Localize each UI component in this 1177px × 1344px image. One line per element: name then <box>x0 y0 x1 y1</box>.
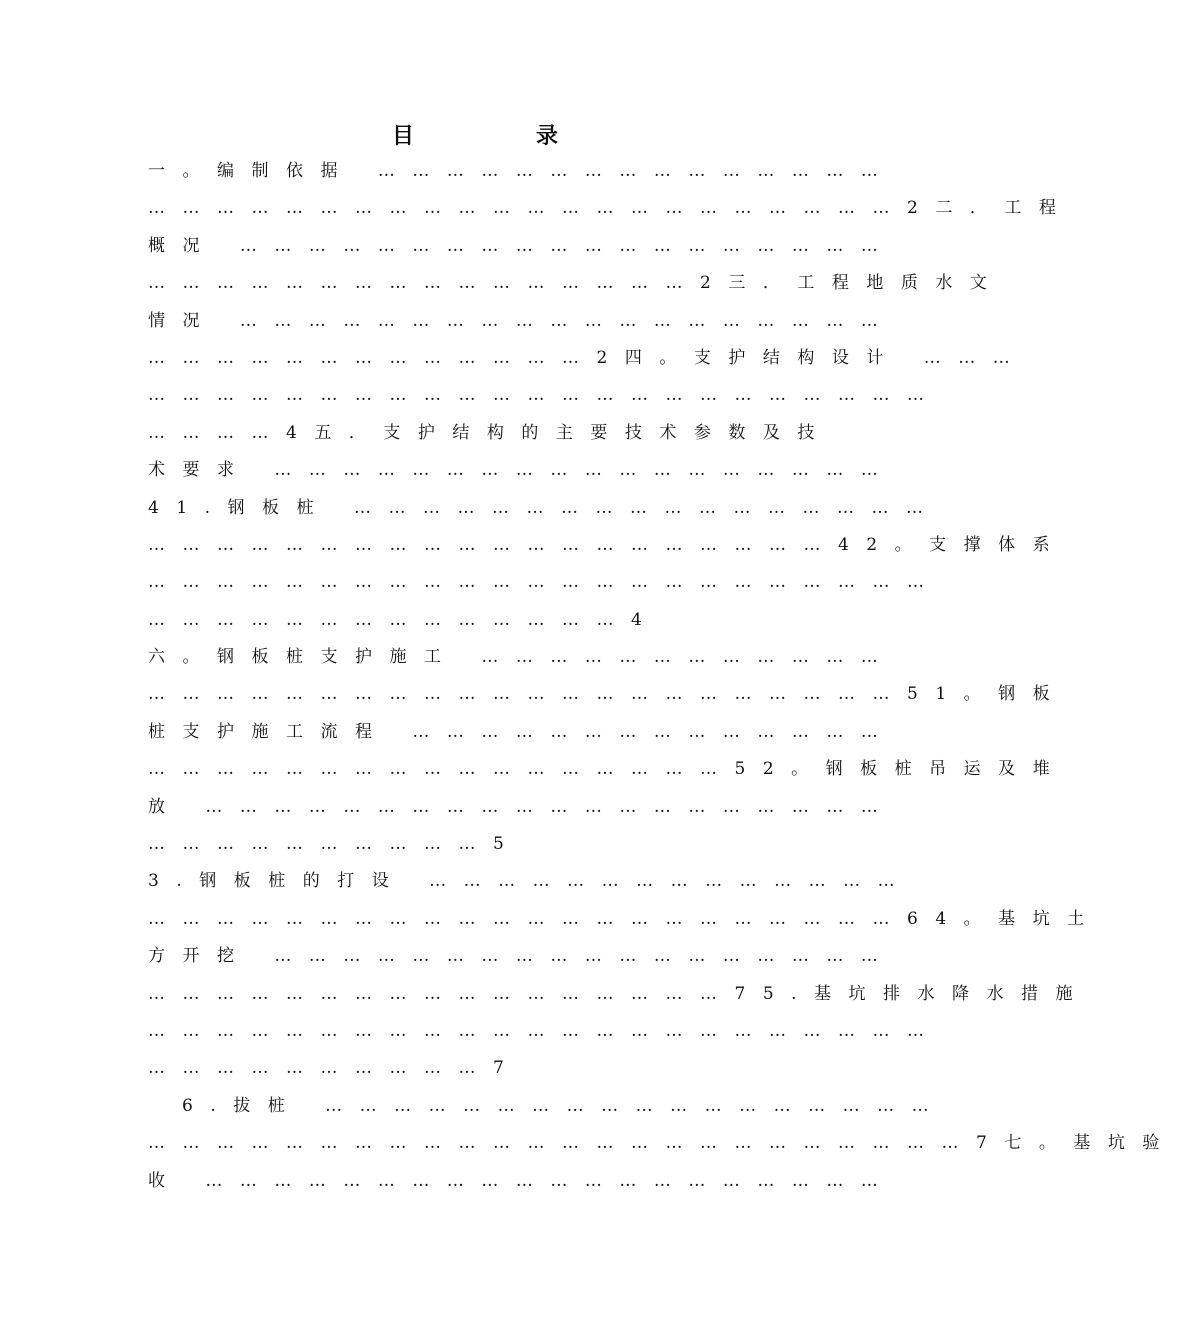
toc-line: ……………………………………4 <box>148 609 660 630</box>
toc-line: ……………………………………………75.基坑排水降水措施 <box>148 983 1091 1004</box>
toc-line: ………………………………………………………………7七。基坑验 <box>148 1133 1177 1154</box>
toc-line: 桩支护施工流程 …………………………………… <box>148 721 896 742</box>
toc-line: 一。编制依据 ……………………………………… <box>148 161 896 181</box>
toc-line: 概况 ………………………………………………… <box>148 235 896 256</box>
table-of-contents <box>148 153 1177 1200</box>
toc-line: …………4五．支护结构的主要技术参数及技 <box>148 422 832 443</box>
toc-line: …………………………………………………………51。钢板 <box>148 684 1068 705</box>
toc-line: …………………………………………………………64。基坑土 <box>148 908 1102 929</box>
toc-line: 3.钢板桩的打设 …………………………………… <box>148 871 913 892</box>
toc-line: …………………………7 <box>148 1058 522 1079</box>
toc-line: …………………………………………………………2二．工程 <box>148 198 1074 219</box>
toc-line: …………………………………………2三．工程地质水文 <box>148 273 1005 294</box>
toc-line: 术要求 ……………………………………………… <box>148 460 896 481</box>
toc-line: 41.钢板桩 …………………………………………… <box>148 497 941 518</box>
toc-line: …………………………………………………………… <box>148 572 942 593</box>
toc-line: …………………………………………………………… <box>148 1020 942 1041</box>
toc-title: 目 录 <box>391 123 608 149</box>
toc-line: ……………………………………………52。钢板桩吊运及堆 <box>148 759 1068 780</box>
toc-line: 情况 ………………………………………………… <box>148 310 896 331</box>
toc-line: 放 …………………………………………………… <box>148 796 896 817</box>
toc-line: 收 …………………………………………………… <box>148 1170 896 1191</box>
toc-line: …………………………5 <box>148 834 522 855</box>
toc-line: 六。钢板桩支护施工 ……………………………… <box>148 647 896 668</box>
toc-line: 方开挖 ……………………………………………… <box>148 946 896 967</box>
toc-line: …………………………………2四。支护结构设计 ……… <box>148 347 1028 368</box>
toc-line: 6.拔桩 ……………………………………………… <box>182 1095 947 1116</box>
toc-line: …………………………………………………………… <box>148 385 942 406</box>
toc-line: ……………………………………………………42。支撑体系 <box>148 534 1068 555</box>
